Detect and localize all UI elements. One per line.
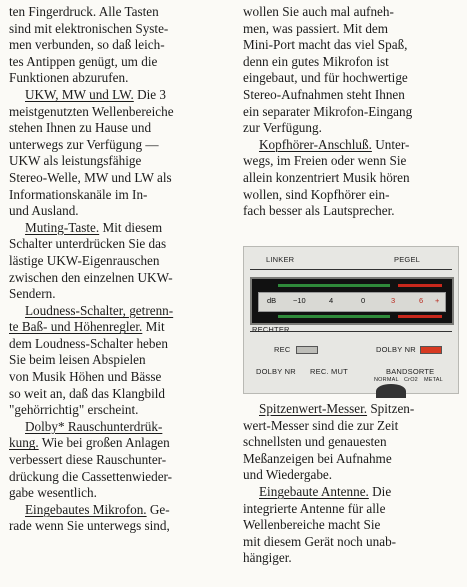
rec-button <box>296 346 318 354</box>
text-line: men verbunden, so daß leich- <box>9 37 165 53</box>
tape-type-knob <box>376 384 406 398</box>
paragraph-spitzenwert: Spitzenwert-Messer. Spitzen- <box>259 401 415 416</box>
text-line: wert-Messer sind die zur Zeit <box>243 417 399 433</box>
right-column-top <box>243 4 461 220</box>
text-line: drückung die Cassettenwieder- <box>9 468 173 484</box>
text-line: mit diesem Gerät noch unab- <box>243 533 397 549</box>
label-rec: REC <box>274 345 291 354</box>
paragraph-loudness: te Baß- und Höhenregler. Mit <box>9 319 165 335</box>
text-line: eingebaut, und für hochwertige <box>243 70 408 86</box>
text-line: sind mit elektronischen Syste- <box>9 20 169 36</box>
left-level-bar-green <box>278 284 390 287</box>
text-line: "gehörrichtig" erscheint. <box>9 402 139 418</box>
text-line: allein konzentriert Musik hören <box>243 169 410 185</box>
meter-label-pegel: PEGEL <box>394 255 421 264</box>
text-line: Stereo-Welle, MW und LW als <box>9 169 172 185</box>
text-line: unterwegs zur Verfügung — <box>9 136 159 152</box>
text-line: Funktionen abzurufen. <box>9 70 129 86</box>
label-cro2: CrO2 <box>404 377 418 383</box>
text-line: meistgenutzten Wellenbereiche <box>9 103 174 119</box>
label-metal: METAL <box>424 377 443 383</box>
label-dolby-nr: DOLBY NR <box>256 367 296 376</box>
right-level-bar-red <box>398 315 442 318</box>
paragraph-ukw: UKW, MW und LW. Die 3 <box>25 86 167 102</box>
left-column <box>9 4 228 535</box>
text-line: Schalter unterdrücken Sie das <box>9 236 167 252</box>
scale-tick: −10 <box>293 296 306 305</box>
heading-loudness-2: te Baß- und Höhenregler. <box>9 319 143 335</box>
meter-divider <box>250 269 452 270</box>
text-line: fach besser als Lautsprecher. <box>243 203 395 219</box>
peak-meter-illustration <box>243 246 459 394</box>
meter-label-rechter: RECHTER <box>252 325 290 334</box>
text-line: zwischen den einzelnen UKW- <box>9 269 173 285</box>
label-normal: NORMAL <box>374 377 399 383</box>
right-column-bottom <box>243 401 461 567</box>
text-line: gabe wesentlich. <box>9 485 97 501</box>
text-line: von Musik Höhen und Bässe <box>9 369 162 385</box>
text-line: tes Antippen genügt, um die <box>9 53 158 69</box>
label-bandsorte: BANDSORTE <box>386 367 435 376</box>
paragraph-mikrofon: Eingebautes Mikrofon. Ge- <box>25 501 170 517</box>
text-line: men, was passiert. Mit dem <box>243 20 389 36</box>
scale-tick: 4 <box>329 296 334 305</box>
text-line: Meßanzeigen bei Aufnahme <box>243 450 392 466</box>
text-line: wegs, im Freien oder wenn Sie <box>243 153 407 169</box>
heading-ukw-mw-lw: UKW, MW und LW. <box>25 86 134 102</box>
text-line: integrierte Antenne für alle <box>243 500 386 516</box>
text-line: verbessert diese Rauschunter- <box>9 452 167 468</box>
text-line: so weit an, daß das Klangbild <box>9 385 166 401</box>
dolby-nr-button <box>420 346 442 354</box>
text-line: Stereo-Aufnahmen steht Ihnen <box>243 86 405 102</box>
meter-label-linker: LINKER <box>266 255 295 264</box>
text-line: lästige UKW-Eigenrauschen <box>9 252 160 268</box>
scale-tick: 6 <box>419 296 424 305</box>
heading-loudness-1: Loudness-Schalter, getrenn- <box>25 302 174 318</box>
text-line: Mini-Port macht das viel Spaß, <box>243 37 408 53</box>
text-line: wollen, sind Kopfhörer ein- <box>243 186 390 202</box>
text-line: stehen Ihnen zu Hause und <box>9 120 152 136</box>
left-level-bar-red <box>398 284 442 287</box>
text-line: ein separater Mikrofon-Eingang <box>243 103 413 119</box>
heading-eingebautes-mikrofon: Eingebautes Mikrofon. <box>25 501 147 517</box>
heading-kopfhoerer-anschluss: Kopfhörer-Anschluß. <box>259 136 372 152</box>
text-line: rade wenn Sie unterwegs sind, <box>9 518 170 534</box>
text-line: schnellsten und genauesten <box>243 434 387 450</box>
paragraph-muting: Muting-Taste. Mit diesem <box>25 219 163 235</box>
text-line: wollen Sie auch mal aufneh- <box>243 4 394 19</box>
heading-eingebaute-antenne: Eingebaute Antenne. <box>259 483 369 499</box>
right-level-bar-green <box>278 315 390 318</box>
text-line: Sendern. <box>9 286 56 302</box>
heading-muting-taste: Muting-Taste. <box>25 219 100 235</box>
text-line: und Ausland. <box>9 203 79 219</box>
label-dolby-nr-button: DOLBY NR <box>376 345 416 354</box>
text-line: ten Fingerdruck. Alle Tasten <box>9 4 159 19</box>
text-line: und Wiedergabe. <box>243 467 333 483</box>
text-line: hängiger. <box>243 550 292 566</box>
paragraph-kopfhoerer: Kopfhörer-Anschluß. Unter- <box>259 136 410 152</box>
text-line: Informationskanäle im In- <box>9 186 148 202</box>
scale-tick: 3 <box>391 296 396 305</box>
text-line: Sie beim leisen Abspielen <box>9 352 146 368</box>
text-line: dem Loudness-Schalter heben <box>9 335 168 351</box>
meter-scale <box>258 292 446 312</box>
heading-dolby-2: kung. <box>9 435 39 451</box>
paragraph-dolby: kung. Wie bei großen Anlagen <box>9 435 170 451</box>
scale-label-db: dB <box>267 296 277 305</box>
paragraph-antenne: Eingebaute Antenne. Die <box>259 483 392 499</box>
heading-dolby-1: Dolby* Rauschunterdrük- <box>25 418 163 434</box>
text-line: UKW als leistungsfähige <box>9 153 142 169</box>
scale-tick: 0 <box>361 296 366 305</box>
text-line: zur Verfügung. <box>243 120 322 136</box>
text-line: denn ein gutes Mikrofon ist <box>243 53 389 69</box>
meter-display <box>250 277 454 325</box>
label-rec-mut: REC. MUT <box>310 367 348 376</box>
heading-spitzenwert-messer: Spitzenwert-Messer. <box>259 401 368 416</box>
text-line: Wellenbereiche macht Sie <box>243 517 381 533</box>
scale-tick-plus: + <box>435 296 440 305</box>
